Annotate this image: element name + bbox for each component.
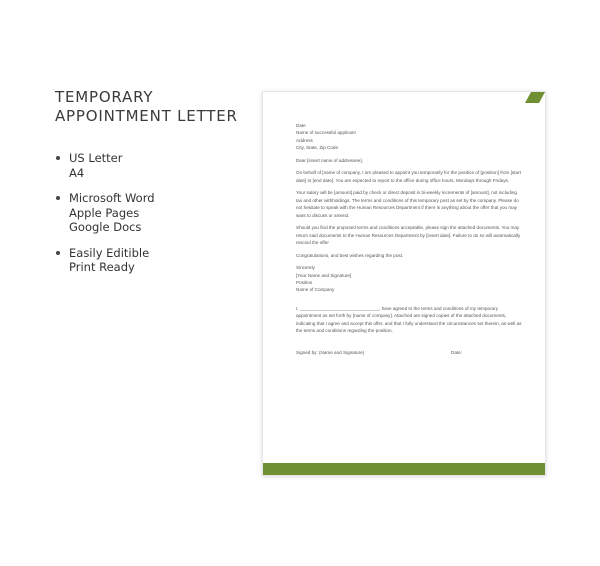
closing-line: Position <box>296 280 313 286</box>
feature-line: Easily Editible <box>69 245 150 260</box>
bullet-icon <box>56 251 60 255</box>
salutation: Dear [insert name of addressee], <box>296 157 363 163</box>
address-line: Address <box>296 137 313 143</box>
feature-list <box>55 151 255 286</box>
feature-line: US Letter <box>69 151 123 165</box>
letter-preview <box>262 91 546 476</box>
paragraph-acceptance: Should you find the proposed terms and conditions acceptable, please sign the attached documents. You may return said documents to the Human Resources Department by [insert date]. Failure to do so will automatically rescind the offer <box>296 225 521 246</box>
title-line-2: APPOINTMENT LETTER <box>55 107 238 125</box>
letter-body <box>296 122 524 357</box>
address-line: Name of successful applicant <box>296 130 356 136</box>
address-line: City, State, Zip Code <box>296 145 339 151</box>
signed-by-label: Signed by: (Name and Signature) <box>296 349 365 355</box>
title-line-1: TEMPORARY <box>55 88 154 106</box>
closing-line: Name of Company <box>296 287 335 293</box>
footer-bar <box>263 463 545 475</box>
bullet-icon <box>56 196 60 200</box>
feature-apps <box>55 191 255 235</box>
feature-line: Google Docs <box>69 220 142 234</box>
feature-editable <box>55 246 255 275</box>
feature-line: A4 <box>69 165 85 180</box>
closing-line: Sincerely <box>296 265 315 271</box>
feature-line: Print Ready <box>69 260 135 274</box>
feature-line: Apple Pages <box>69 205 140 220</box>
paragraph-agreement: I, _______________________________, have agreed to the terms and conditions of my temporary appointment as set forth by [name of company]. Attached are signed copies of the attached documents, indicating that I agree and accept this offer, and that I fully understand the circumstances set therein, as well as the terms and conditions regarding the position. <box>296 306 522 334</box>
bullet-icon <box>56 156 60 160</box>
date-label: Date: <box>451 349 462 355</box>
paragraph-salary: Your salary will be [amount] paid by check or direct deposit in bi-weekly increments of [amount], not including tax and other withholdings. The terms and conditions of this temporary post as set by the company. Please do not hesitate to speak with the Human Resources Department if there is anything about the offer that you may want to discuss or amend. <box>296 190 519 218</box>
feature-line: Microsoft Word <box>69 191 155 205</box>
closing-line: [Your Name and Signature] <box>296 272 352 278</box>
corner-tag-icon <box>525 92 545 103</box>
signature-row <box>296 349 524 357</box>
feature-formats <box>55 151 255 180</box>
paragraph-appointment: On behalf of [name of company, I am pleased to appoint you temporarily for the position of [position] from [start date] to [end date]. You are expected to report to the office during office hours, Mondays through Fridays. <box>296 170 521 183</box>
paragraph-congratulations: Congratulations, and best wishes regarding the post. <box>296 252 404 258</box>
closing-block <box>296 264 524 294</box>
template-title <box>55 88 255 126</box>
address-line: Date <box>296 123 306 128</box>
recipient-address <box>296 122 524 152</box>
